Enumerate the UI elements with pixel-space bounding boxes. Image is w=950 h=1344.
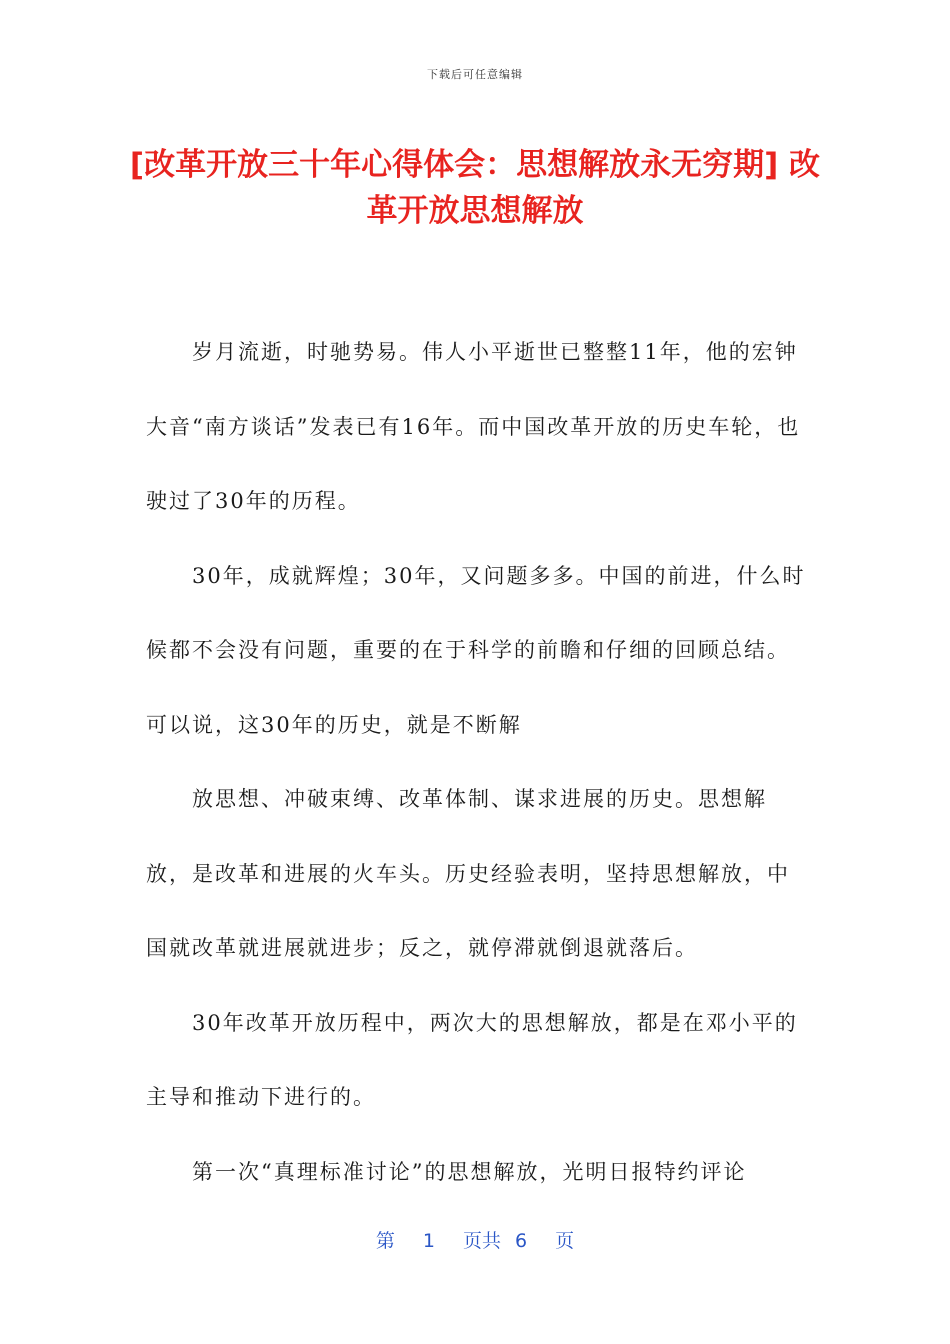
document-title: [改革开放三十年心得体会：思想解放永无穷期] 改革开放思想解放: [129, 147, 821, 229]
page-label-middle: 页共: [462, 1230, 501, 1252]
page-label-suffix: 页: [555, 1230, 575, 1252]
page-current-number: 1: [422, 1230, 435, 1252]
page-label-prefix: 第: [375, 1230, 395, 1252]
document-body: [146, 315, 806, 1209]
header-note: 下载后可任意编辑: [427, 68, 523, 81]
paragraph: 第一次“真理标准讨论”的思想解放，光明日报特约评论: [192, 1159, 747, 1184]
paragraph: 放思想、冲破束缚、改革体制、谋求进展的历史。思想解放，是改革和进展的火车头。历史经验表明，坚持思想解放，中国就改革就进展就进步；反之，就停滞就倒退就落后。: [146, 787, 790, 960]
page-total-number: 6: [515, 1230, 528, 1252]
page-footer: [0, 1226, 950, 1253]
paragraph: 30年改革开放历程中，两次大的思想解放，都是在邓小平的主导和推动下进行的。: [146, 1010, 798, 1109]
paragraph: 岁月流逝，时驰势易。伟人小平逝世已整整11年，他的宏钟大音“南方谈话”发表已有16年。而中国改革开放的历史车轮，也驶过了30年的历程。: [146, 340, 801, 513]
paragraph: 30年，成就辉煌；30年，又问题多多。中国的前进，什么时候都不会没有问题，重要的在于科学的前瞻和仔细的回顾总结。可以说，这30年的历史，就是不断解: [146, 563, 806, 737]
